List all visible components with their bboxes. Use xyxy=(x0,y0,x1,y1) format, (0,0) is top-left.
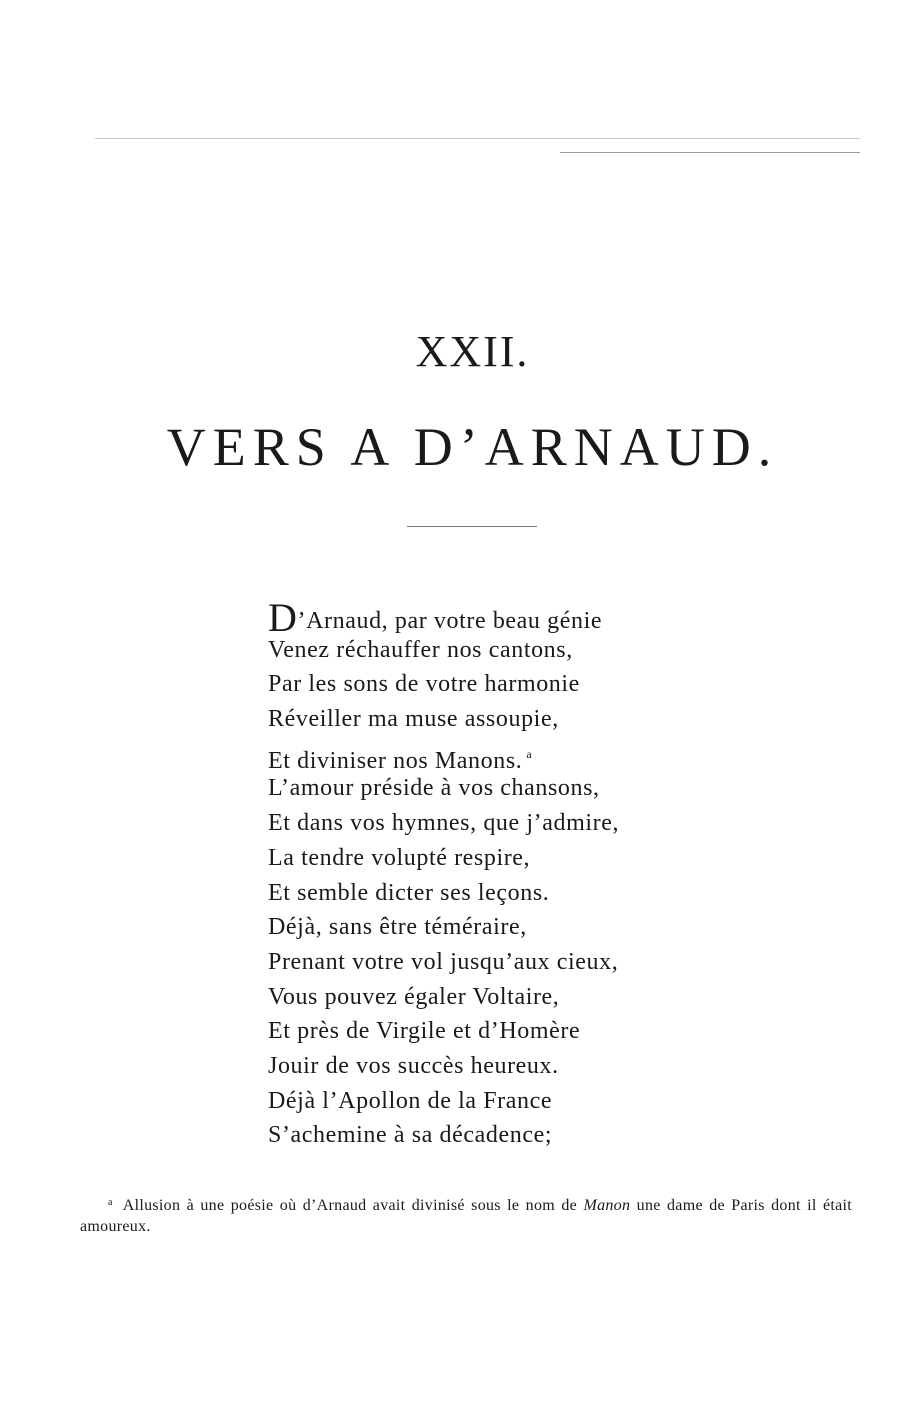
poem-line: Vous pouvez égaler Voltaire, xyxy=(268,983,560,1010)
footnote-marker: a xyxy=(108,1197,113,1208)
poem-line: Réveiller ma muse assoupie, xyxy=(268,706,559,733)
poem-line: Et près de Virgile et d’Homère xyxy=(268,1018,581,1045)
poem-line: Jouir de vos succès heureux. xyxy=(268,1052,559,1079)
first-line-text: ’Arnaud, par votre beau génie xyxy=(297,608,603,634)
poem-line: L’amour préside à vos chansons, xyxy=(268,775,600,802)
poem xyxy=(268,595,828,1153)
footnote xyxy=(80,1192,852,1237)
poem-line: Venez réchauffer nos cantons, xyxy=(268,636,573,663)
footnote-text-start: Allusion à une poésie où d’Arnaud avait divinisé sous le nom de xyxy=(122,1197,584,1214)
title-divider xyxy=(407,526,537,527)
top-rule xyxy=(95,138,860,139)
footnote-reference: a xyxy=(526,746,533,761)
poem-line: Par les sons de votre harmonie xyxy=(268,671,580,698)
poem-line: La tendre volupté respire, xyxy=(268,844,531,871)
top-rule-accent xyxy=(560,152,860,153)
poem-line: Déjà l’Apollon de la France xyxy=(268,1087,553,1114)
drop-cap: D xyxy=(268,595,298,640)
poem-line: S’achemine à sa décadence; xyxy=(268,1122,553,1149)
poem-line: Déjà, sans être téméraire, xyxy=(268,914,527,941)
chapter-number: XXII. xyxy=(415,327,530,376)
poem-line xyxy=(268,737,828,772)
poem-line-text: Et diviniser nos Manons. xyxy=(268,747,523,774)
poem-line: Et semble dicter ses leçons. xyxy=(268,879,550,906)
chapter-title: VERS A D’ARNAUD. xyxy=(166,417,779,477)
poem-line: Et dans vos hymnes, que j’admire, xyxy=(268,810,620,837)
poem-line: Prenant votre vol jusqu’aux cieux, xyxy=(268,948,619,975)
footnote-text-end: une dame de Paris dont il était amoureux. xyxy=(80,1197,853,1235)
poem-line xyxy=(268,595,828,640)
footnote-italic-name: Manon xyxy=(583,1197,631,1214)
